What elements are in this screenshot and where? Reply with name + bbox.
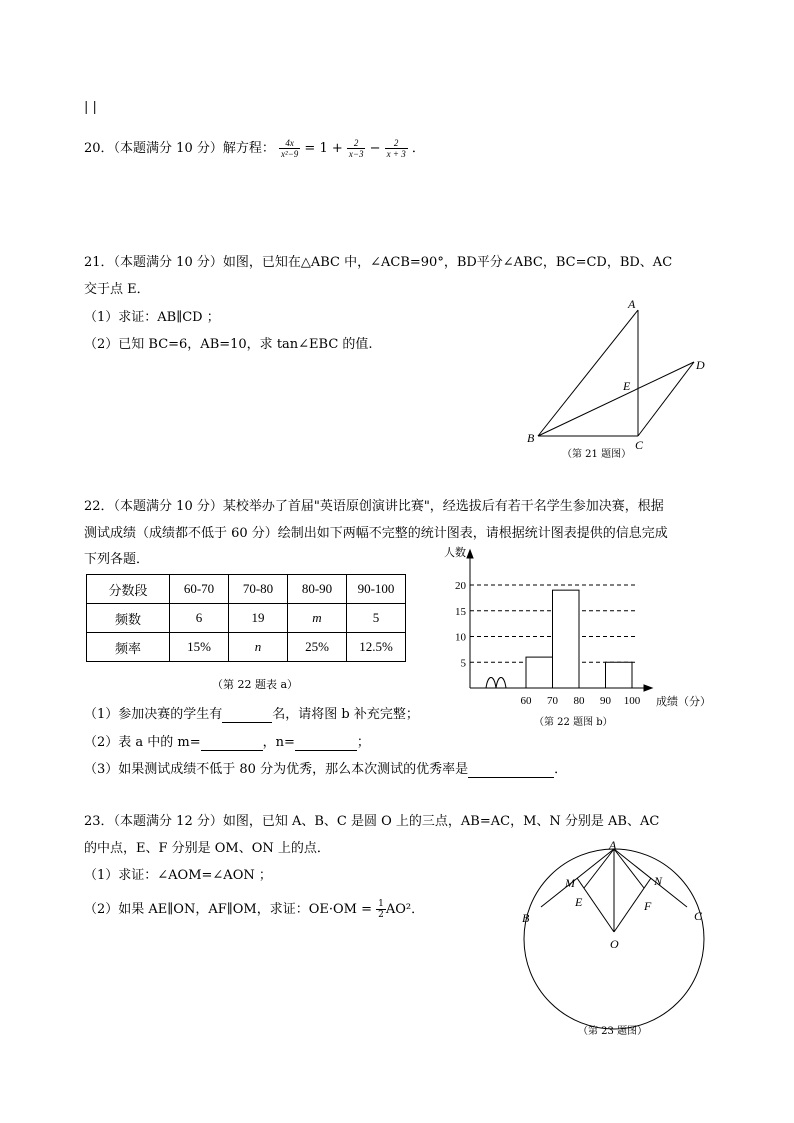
q23-label-a: A	[609, 840, 617, 852]
q21-label-a: A	[628, 297, 636, 311]
q20-f1-den: x²−9	[281, 149, 299, 159]
q21-line2: 交于点 E．	[84, 282, 150, 297]
table-row	[87, 604, 406, 633]
q20-minus: −	[365, 141, 385, 156]
q23-figure	[512, 840, 716, 1040]
table-cell: m	[288, 604, 347, 633]
q21-edge-bd	[538, 362, 694, 436]
q20-f2-den: x−3	[348, 149, 364, 159]
q23-label-n: N	[654, 874, 663, 888]
x-tick-label: 100	[623, 695, 641, 707]
q21-label-c: C	[635, 438, 644, 452]
q22-blank-m[interactable]	[201, 735, 263, 751]
axis-break-zigzag	[486, 678, 506, 689]
table-cell: 90-100	[347, 575, 406, 604]
q20-fraction-3	[385, 138, 408, 159]
table-cell: 60-70	[170, 575, 229, 604]
y-tick-label: 20	[455, 580, 466, 592]
q22-sub2-text-c: ；	[356, 735, 370, 750]
table-cell: 12.5%	[347, 633, 406, 662]
q21-figure	[520, 292, 720, 464]
header-bars: | |	[84, 100, 97, 115]
table-cell: 25%	[288, 633, 347, 662]
q21-edge-ab	[538, 310, 638, 436]
y-axis-arrow	[467, 550, 473, 558]
q23-frac-num: 1	[378, 899, 384, 909]
q23-frac-den: 2	[378, 910, 384, 920]
q21-label-b: B	[527, 431, 535, 445]
table-cell: 频数	[87, 604, 170, 633]
table-cell: 频率	[87, 633, 170, 662]
table-cell: 80-90	[288, 575, 347, 604]
q20-f2-num: 2	[347, 138, 366, 149]
q23-caption: （第 23 题图）	[578, 1026, 648, 1037]
q23-segment-om	[577, 878, 614, 932]
q20-statement	[84, 137, 425, 159]
table-cell: 6	[170, 604, 229, 633]
q23-label-f: F	[644, 899, 652, 913]
q20-f3-den: x + 3	[386, 149, 406, 159]
q22-sub2-text-a: （2）表 a 中的 m=	[84, 735, 201, 750]
chart-caption: （第 22 题图 b）	[534, 717, 613, 728]
q22-sub2	[84, 731, 370, 751]
x-tick-label: 90	[600, 695, 611, 707]
q20-prefix: 20．（本题满分 10 分）解方程：	[84, 141, 275, 156]
q22-blank-total[interactable]	[222, 707, 272, 723]
q21-label-d: D	[696, 358, 705, 372]
q20-f3-num: 2	[385, 138, 408, 149]
chart-ylabel: 人数	[444, 546, 466, 559]
q23-label-m: M	[565, 876, 575, 890]
x-tick-label: 80	[573, 695, 585, 707]
y-tick-label: 10	[455, 631, 466, 644]
q22-blank-n[interactable]	[295, 735, 357, 751]
table-row	[87, 575, 406, 604]
bar-60-70	[526, 657, 553, 688]
q23-line2: 的中点，E、F 分别是 OM、ON 上的点．	[84, 841, 330, 856]
q23-sub1: （1）求证：∠AOM=∠AON ；	[84, 868, 272, 883]
y-tick-label: 5	[460, 657, 466, 670]
q22-line1: 22．（本题满分 10 分）某校举办了首届"英语原创演讲比赛"，经选拔后有若干名学生参加决赛，根据	[84, 499, 664, 514]
q22-sub1-text-a: （1）参加决赛的学生有	[84, 707, 223, 722]
q22-blank-rate[interactable]	[468, 762, 554, 778]
q21-sub2: （2）已知 BC=6，AB=10，求 tan∠EBC 的值.	[84, 337, 373, 352]
q22-line2: 测试成绩（成绩都不低于 60 分）绘制出如下两幅不完整的统计图表，请根据统计图表提供的信息完成	[84, 526, 668, 541]
table-cell: 15%	[170, 633, 229, 662]
table-cell: 5	[347, 604, 406, 633]
q22-sub3	[84, 758, 567, 778]
q23-line1: 23．（本题满分 12 分）如图，已知 A、B、C 是圆 O 上的三点，AB=AC，M、N 分别是 AB、AC	[84, 814, 660, 829]
q21-caption: （第 21 题图）	[562, 449, 632, 460]
q20-eq: = 1 +	[300, 141, 347, 156]
q22-sub3-text-b: ．	[554, 762, 568, 777]
x-tick-label: 60	[520, 695, 532, 707]
q23-segment-ae	[584, 849, 614, 888]
q23-segment-af	[614, 849, 644, 888]
table-cell: 19	[229, 604, 288, 633]
q21-line1: 21．（本题满分 10 分）如图，已知在△ABC 中，∠ACB=90°，BD平分∠ABC，BC=CD，BD、AC	[84, 255, 673, 270]
q20-fraction-1	[279, 138, 300, 159]
q22-sub1-text-b: 名，请将图 b 补充完整；	[272, 707, 419, 722]
table-cell: 分数段	[87, 575, 170, 604]
x-axis-arrow	[644, 685, 652, 691]
bar-90-100	[606, 662, 633, 688]
q23-fraction-half	[376, 899, 386, 920]
table-cell: 70-80	[229, 575, 288, 604]
chart-xlabel: 成绩（分）	[656, 695, 711, 708]
q22-chart	[430, 542, 720, 732]
q21-sub1: （1）求证：AB∥CD ；	[84, 310, 220, 325]
chart-bars	[526, 590, 632, 688]
q20-fraction-2	[347, 138, 366, 159]
bar-70-80	[553, 590, 580, 688]
q23-label-c: C	[694, 909, 703, 923]
q22-line3: 下列各题．	[84, 552, 150, 567]
q23-label-e: E	[575, 895, 583, 909]
q23-sub2-text-b: AO²．	[385, 902, 425, 917]
q20-end: ．	[407, 141, 425, 156]
q21-label-e: E	[623, 379, 631, 393]
q22-sub3-text-a: （3）如果测试成绩不低于 80 分为优秀，那么本次测试的优秀率是	[84, 762, 469, 777]
y-tick-label: 15	[455, 605, 466, 618]
q23-label-o: O	[610, 937, 619, 951]
q23-label-b: B	[522, 911, 530, 925]
q21-edge-cd	[638, 362, 694, 436]
q22-table-caption: （第 22 题表 a）	[212, 678, 299, 691]
table-row	[87, 633, 406, 662]
q22-sub2-text-b: ，n=	[262, 735, 295, 750]
q20-f1-num: 4x	[279, 138, 300, 149]
x-tick-label: 70	[547, 695, 558, 707]
q23-sub2	[84, 898, 424, 920]
q22-sub1	[84, 703, 419, 723]
table-cell: n	[229, 633, 288, 662]
q22-table	[86, 574, 406, 662]
q23-sub2-text-a: （2）如果 AE∥ON，AF∥OM，求证：OE·OM =	[84, 902, 377, 917]
